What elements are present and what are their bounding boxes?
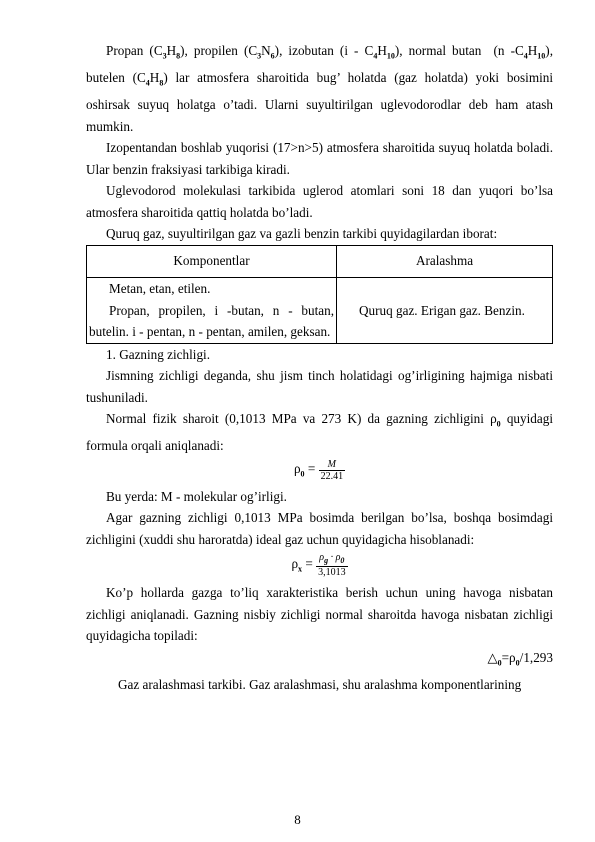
formula-delta0: $\triangle_0=\rho_0/1,293$ — [487, 649, 553, 668]
cell-mixture — [337, 278, 553, 344]
paragraph-molecular-weight: Bu yerda: M - molekular og’irligi. — [106, 488, 287, 504]
formula-rho0-lhs: $\rho_0$ = — [293, 461, 316, 480]
table-header-row — [87, 245, 553, 278]
paragraph-relative-density: Ko’p hollarda gazga to’liq xarakteristika berish uchun uning havoga nisbatan zichligi aniqlanadi. Gazning nisbiy zichligi normal sharoitda havoga nisbatan zichligi quyidagicha topiladi: — [86, 585, 553, 644]
page-number: 8 — [294, 812, 301, 827]
paragraph-normal-conditions: Normal fizik sharoit (0,1013 MPa va 273 K) da gazning zichligini $\rho_0$ quyidagi formula orqali aniqlanadi: — [86, 411, 553, 454]
table-row — [87, 278, 553, 344]
paragraph-izopentan: Izopentandan boshlab yuqorisi (17>n>5) atmosfera sharoitida suyuq holatda boladi. Ular benzin fraksiyasi tarkibiga kiradi. — [86, 140, 553, 177]
formula-rho0-fraction — [319, 459, 346, 482]
formula-rhox — [86, 552, 553, 578]
formula-rho0-numerator: M — [319, 459, 346, 471]
paragraph-gas-mixture: Gaz aralashmasi tarkibi. Gaz aralashmasi, shu aralashma komponentlarining — [118, 677, 522, 693]
header-aralashma: Aralashma — [337, 245, 553, 278]
header-komponentlar: Komponentlar — [87, 245, 337, 278]
paragraph-table-intro: Quruq gaz, suyultirilgan gaz va gazli benzin tarkibi quyidagilardan iborat: — [106, 226, 498, 242]
paragraph-propan: Propan $(C_3H_8)$, propilen $(C_3N_6)$, izobutan $(i - C_4H_{10})$, normal butan (n $-C_4H_{10}$), butelen $(C_4H_8)$ lar atmosfera sharoitida bug’ holatda (gaz holatda) yoki bosimini oshirsak suyuq holatga o’tadi. Ularni suyultirilgan uglevodorodlar deb ham atash mumkin. — [86, 43, 553, 134]
formula-rho0 — [86, 459, 553, 482]
components-line-1: Metan, etan, etilen. — [109, 281, 211, 297]
paragraph-other-pressure: Agar gazning zichligi 0,1013 MPa bosimda berilgan bo’lsa, boshqa bosimdagi zichligini (xuddi shu haroratda) ideal gaz uchun quyidagicha hisoblanadi: — [86, 510, 553, 547]
formula-rhox-fraction — [316, 552, 348, 578]
section-heading-density: 1. Gazning zichligi. — [106, 346, 211, 362]
mixture-text: Quruq gaz. Erigan gaz. Benzin. — [359, 303, 525, 319]
formula-rhox-denominator: 3,1013 — [318, 567, 346, 579]
paragraph-density-definition: Jismning zichligi deganda, shu jism tinch holatidagi og’irligining hajmiga nisbati tushuniladi. — [86, 368, 553, 405]
formula-rhox-numerator: $\rho_g \cdot \rho_0$ — [316, 552, 348, 567]
cell-components — [87, 278, 337, 344]
formula-rhox-lhs: $\rho_x$ = — [291, 556, 313, 575]
paragraph-uglevodorod: Uglevodorod molekulasi tarkibida uglerod atomlari soni 18 dan yuqori bo’lsa atmosfera sharoitida qattiq holatda bo’ladi. — [86, 183, 553, 220]
components-line-2: Propan, propilen, i -butan, n - butan, butelin. i - pentan, n - pentan, amilen, geksan. — [89, 302, 334, 340]
document-page — [86, 40, 553, 696]
formula-rho0-denominator: 22.41 — [320, 470, 344, 482]
components-table — [86, 245, 553, 344]
